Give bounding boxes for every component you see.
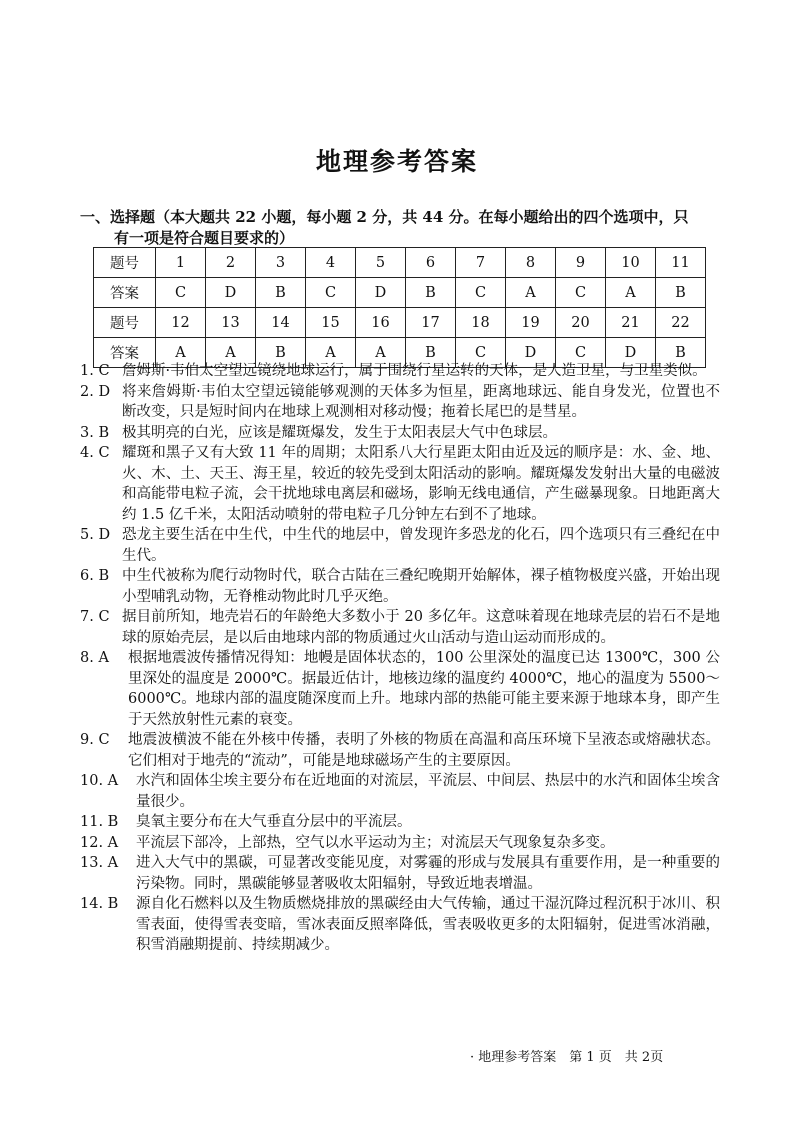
question-number: 13 bbox=[206, 308, 256, 338]
item-text: 耀斑和黑子又有大致 11 年的周期；太阳系八大行星距太阳由近及远的顺序是：水、金、地、火、木、土、天王、海王星，较近的较先受到太阳活动的影响。耀斑爆发发射出大量的电磁波和高能带电粒子流，会干扰地球电离层和磁场，影响无线电通信，产生磁暴现象。日地距离大约 1.5 亿千米，太阳活动喷射的带电粒子几分钟左右到不了地球。 bbox=[122, 445, 720, 523]
item-number: 3. B bbox=[80, 424, 110, 441]
question-number: 4 bbox=[306, 248, 356, 278]
answer-cell: D bbox=[606, 338, 656, 368]
item-number: 11. B bbox=[80, 814, 119, 830]
section-heading bbox=[80, 207, 720, 249]
answer-cell: A bbox=[206, 338, 256, 368]
answer-cell: A bbox=[306, 338, 356, 368]
question-number: 12 bbox=[156, 308, 206, 338]
answer-cell: A bbox=[156, 338, 206, 368]
page-footer: · 地理参考答案 第 1 页 共 2页 bbox=[470, 1050, 664, 1065]
item-number: 14. B bbox=[80, 896, 119, 912]
question-number: 15 bbox=[306, 308, 356, 338]
question-number: 14 bbox=[256, 308, 306, 338]
item-text: 极其明亮的白光，应该是耀斑爆发，发生于太阳表层大气中色球层。 bbox=[122, 424, 557, 441]
item-number: 4. C bbox=[80, 445, 110, 461]
answer-cell: C bbox=[306, 278, 356, 308]
explanation-item bbox=[80, 894, 720, 956]
question-number: 1 bbox=[156, 248, 206, 278]
answer-table-answer-row bbox=[94, 278, 706, 308]
answer-cell: D bbox=[206, 278, 256, 308]
item-text: 地震波横波不能在外核中传播，表明了外核的物质在高温和高压环境下呈液态或熔融状态。它们相对于地壳的“流动”，可能是地球磁场产生的主要原因。 bbox=[128, 732, 720, 769]
answer-cell: C bbox=[556, 278, 606, 308]
question-number: 11 bbox=[656, 248, 706, 278]
item-text: 中生代被称为爬行动物时代，联合古陆在三叠纪晚期开始解体，裸子植物极度兴盛，开始出现小型哺乳动物，无脊椎动物此时几乎灭绝。 bbox=[122, 568, 720, 605]
explanation-item bbox=[80, 361, 720, 382]
question-label: 题号 bbox=[94, 308, 156, 338]
answer-table-question-row bbox=[94, 248, 706, 278]
question-number: 6 bbox=[406, 248, 456, 278]
page-title: 地理参考答案 bbox=[315, 147, 478, 176]
explanation-list bbox=[80, 361, 720, 956]
answer-cell: A bbox=[356, 338, 406, 368]
question-number: 20 bbox=[556, 308, 606, 338]
question-number: 2 bbox=[206, 248, 256, 278]
question-number: 21 bbox=[606, 308, 656, 338]
answer-cell: A bbox=[506, 278, 556, 308]
question-number: 17 bbox=[406, 308, 456, 338]
item-text: 据目前所知，地壳岩石的年龄绝大多数小于 20 多亿年。这意味着现在地球壳层的岩石不是地球的原始壳层，是以后由地球内部的物质通过火山活动与造山运动而形成的。 bbox=[122, 609, 720, 646]
question-number: 18 bbox=[456, 308, 506, 338]
item-number: 5. D bbox=[80, 527, 111, 543]
answer-cell: C bbox=[456, 278, 506, 308]
explanation-item bbox=[80, 648, 720, 730]
item-text: 臭氧主要分布在大气垂直分层中的平流层。 bbox=[136, 814, 412, 830]
question-number: 16 bbox=[356, 308, 406, 338]
answer-cell: D bbox=[356, 278, 406, 308]
item-number: 2. D bbox=[80, 383, 111, 400]
item-text: 詹姆斯·韦伯太空望远镜绕地球运行，属于围绕行星运转的天体，是人造卫星，与卫星类似。 bbox=[122, 363, 707, 379]
item-text: 平流层下部冷，上部热，空气以水平运动为主；对流层天气现象复杂多变。 bbox=[136, 834, 615, 851]
question-number: 7 bbox=[456, 248, 506, 278]
explanation-item bbox=[80, 607, 720, 648]
item-text: 源自化石燃料以及生物质燃烧排放的黑碳经由大气传输，通过干湿沉降过程沉积于冰川、积雪表面，使得雪表变暗，雪冰表面反照率降低，雪表吸收更多的太阳辐射，促进雪冰消融，积雪消融期提前、持续期减少。 bbox=[136, 896, 720, 953]
explanation-item bbox=[80, 730, 720, 771]
item-text: 恐龙主要生活在中生代，中生代的地层中，曾发现许多恐龙的化石，四个选项只有三叠纪在中生代。 bbox=[122, 527, 720, 564]
answer-cell: B bbox=[256, 338, 306, 368]
answer-table bbox=[93, 247, 706, 368]
question-number: 9 bbox=[556, 248, 606, 278]
explanation-item bbox=[80, 443, 720, 525]
answer-cell: C bbox=[556, 338, 606, 368]
answer-cell: D bbox=[506, 338, 556, 368]
item-text: 根据地震波传播情况得知：地幔是固体状态的，100 公里深处的温度已达 1300℃，300 公里深处的温度是 2000℃。据最近估计，地核边缘的温度约 4000℃，地心的温度为 5500～6000℃。地球内部的温度随深度而上升。地球内部的热能可能主要来源于地球本身，即产生于天然放射性元素的衰变。 bbox=[128, 650, 720, 728]
item-text: 将来詹姆斯·韦伯太空望远镜能够观测的天体多为恒星，距离地球远、能自身发光，位置也不断改变，只是短时间内在地球上观测相对移动慢；拖着长尾巴的是彗星。 bbox=[122, 383, 720, 420]
question-number: 19 bbox=[506, 308, 556, 338]
item-number: 9. C bbox=[80, 732, 110, 748]
item-number: 8. A bbox=[80, 650, 109, 666]
answer-label: 答案 bbox=[94, 338, 156, 368]
explanation-item bbox=[80, 771, 720, 812]
question-number: 3 bbox=[256, 248, 306, 278]
section-heading-line2: 有一项是符合题目要求的） bbox=[114, 229, 295, 247]
answer-cell: B bbox=[256, 278, 306, 308]
answer-cell: B bbox=[656, 338, 706, 368]
question-number: 5 bbox=[356, 248, 406, 278]
question-number: 10 bbox=[606, 248, 656, 278]
answer-cell: B bbox=[656, 278, 706, 308]
explanation-item bbox=[80, 812, 720, 833]
answer-cell: C bbox=[456, 338, 506, 368]
explanation-item bbox=[80, 853, 720, 894]
answer-cell: B bbox=[406, 278, 456, 308]
answer-cell: B bbox=[406, 338, 456, 368]
item-number: 12. A bbox=[80, 834, 119, 851]
section-heading-line1: 一、选择题（本大题共 22 小题，每小题 2 分，共 44 分。在每小题给出的四个选项中，只 bbox=[80, 208, 689, 226]
question-number: 8 bbox=[506, 248, 556, 278]
answer-label: 答案 bbox=[94, 278, 156, 308]
explanation-item bbox=[80, 423, 720, 444]
item-text: 水汽和固体尘埃主要分布在近地面的对流层，平流层、中间层、热层中的水汽和固体尘埃含量很少。 bbox=[136, 773, 720, 810]
item-number: 7. C bbox=[80, 609, 110, 625]
item-number: 1. C bbox=[80, 363, 110, 379]
answer-cell: C bbox=[156, 278, 206, 308]
item-number: 10. A bbox=[80, 773, 119, 789]
item-number: 13. A bbox=[80, 855, 119, 871]
question-number: 22 bbox=[656, 308, 706, 338]
explanation-item bbox=[80, 566, 720, 607]
answer-cell: A bbox=[606, 278, 656, 308]
explanation-item bbox=[80, 525, 720, 566]
item-text: 进入大气中的黑碳，可显著改变能见度，对雾霾的形成与发展具有重要作用，是一种重要的污染物。同时，黑碳能够显著吸收太阳辐射，导致近地表增温。 bbox=[136, 855, 720, 892]
explanation-item bbox=[80, 382, 720, 423]
explanation-item bbox=[80, 833, 720, 854]
answer-table-question-row bbox=[94, 308, 706, 338]
question-label: 题号 bbox=[94, 248, 156, 278]
item-number: 6. B bbox=[80, 568, 110, 584]
